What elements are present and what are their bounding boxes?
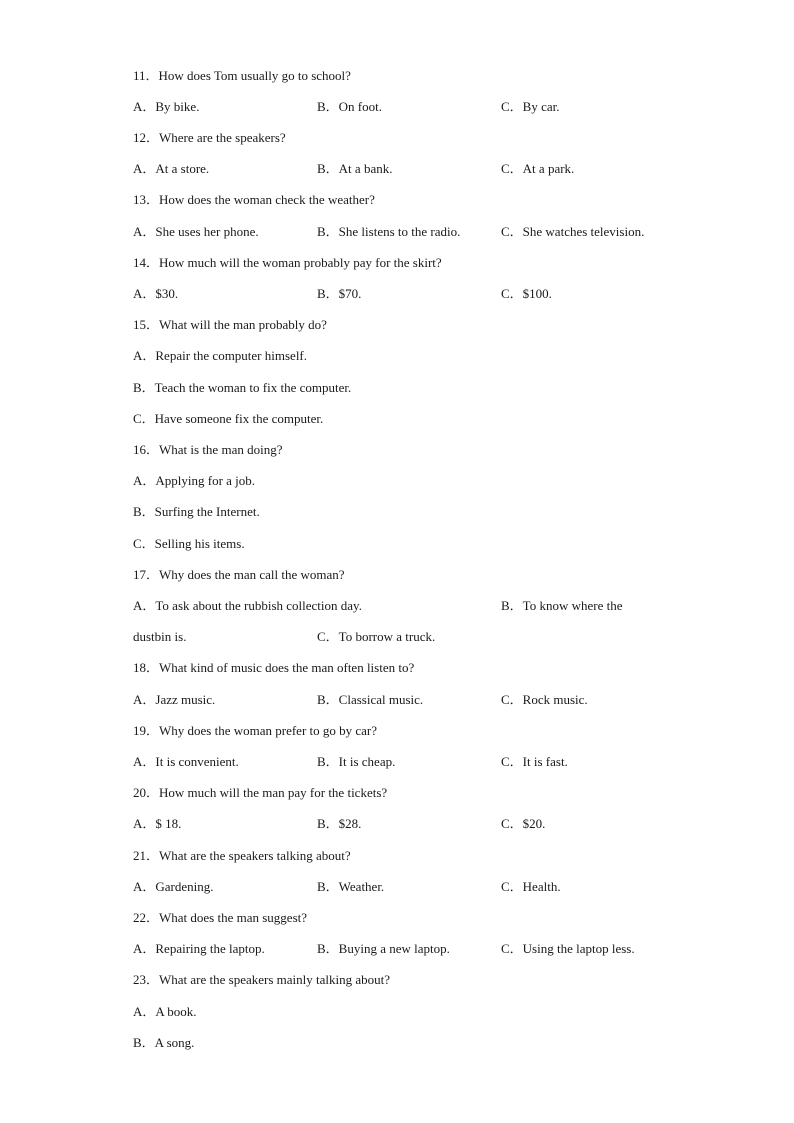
option-22-b: B．Buying a new laptop. <box>317 941 450 956</box>
option-23-a: A．A book. <box>133 1004 197 1019</box>
option-22-c: C．Using the laptop less. <box>501 941 635 956</box>
question-20: 20．How much will the man pay for the tickets? <box>133 785 388 800</box>
option-13-a: A．She uses her phone. <box>133 224 259 239</box>
option-20-b: B．$28. <box>317 816 362 831</box>
option-18-c: C．Rock music. <box>501 692 588 707</box>
option-11-b: B．On foot. <box>317 99 383 114</box>
option-17-b: B．To know where the <box>501 598 623 613</box>
question-14: 14．How much will the woman probably pay for the skirt? <box>133 255 442 270</box>
option-22-a: A．Repairing the laptop. <box>133 941 265 956</box>
option-20-a: A．$ 18. <box>133 816 182 831</box>
option-21-a: A．Gardening. <box>133 879 214 894</box>
option-13-c: C．She watches television. <box>501 224 645 239</box>
question-11: 11．How does Tom usually go to school? <box>133 68 351 83</box>
option-14-a: A．$30. <box>133 286 179 301</box>
option-16-c: C．Selling his items. <box>133 536 245 551</box>
question-16: 16．What is the man doing? <box>133 442 283 457</box>
question-15: 15．What will the man probably do? <box>133 317 327 332</box>
question-18: 18．What kind of music does the man often listen to? <box>133 660 415 675</box>
option-18-b: B．Classical music. <box>317 692 424 707</box>
options-row-11 <box>133 98 693 116</box>
options-row-18 <box>133 691 693 709</box>
option-14-c: C．$100. <box>501 286 552 301</box>
options-row-20 <box>133 815 693 833</box>
option-11-c: C．By car. <box>501 99 560 114</box>
option-11-a: A．By bike. <box>133 99 200 114</box>
option-15-b: B．Teach the woman to fix the computer. <box>133 380 352 395</box>
options-row-21 <box>133 878 693 896</box>
options-row-17 <box>133 597 693 615</box>
options-row-19 <box>133 753 693 771</box>
option-12-a: A．At a store. <box>133 161 210 176</box>
option-12-b: B．At a bank. <box>317 161 393 176</box>
option-18-a: A．Jazz music. <box>133 692 216 707</box>
option-23-b: B．A song. <box>133 1035 195 1050</box>
option-17-a: A．To ask about the rubbish collection day. <box>133 598 362 613</box>
question-22: 22．What does the man suggest? <box>133 910 308 925</box>
option-19-b: B．It is cheap. <box>317 754 396 769</box>
question-23: 23．What are the speakers mainly talking about? <box>133 972 391 987</box>
options-row-13 <box>133 223 693 241</box>
question-19: 19．Why does the woman prefer to go by car? <box>133 723 378 738</box>
option-21-b: B．Weather. <box>317 879 385 894</box>
question-13: 13．How does the woman check the weather? <box>133 192 375 207</box>
option-16-b: B．Surfing the Internet. <box>133 504 260 519</box>
option-16-a: A．Applying for a job. <box>133 473 256 488</box>
option-17-b-continued: dustbin is. <box>133 629 187 644</box>
options-row-22 <box>133 940 693 958</box>
question-17: 17．Why does the man call the woman? <box>133 567 345 582</box>
option-19-a: A．It is convenient. <box>133 754 239 769</box>
option-14-b: B．$70. <box>317 286 362 301</box>
option-13-b: B．She listens to the radio. <box>317 224 461 239</box>
options-row-17-cont <box>133 628 693 646</box>
options-row-14 <box>133 285 693 303</box>
option-20-c: C．$20. <box>501 816 546 831</box>
question-12: 12．Where are the speakers? <box>133 130 286 145</box>
question-21: 21．What are the speakers talking about? <box>133 848 351 863</box>
option-21-c: C．Health. <box>501 879 561 894</box>
options-row-12 <box>133 160 693 178</box>
option-12-c: C．At a park. <box>501 161 575 176</box>
option-19-c: C．It is fast. <box>501 754 568 769</box>
option-15-c: C．Have someone fix the computer. <box>133 411 324 426</box>
option-15-a: A．Repair the computer himself. <box>133 348 308 363</box>
option-17-c: C．To borrow a truck. <box>317 629 436 644</box>
